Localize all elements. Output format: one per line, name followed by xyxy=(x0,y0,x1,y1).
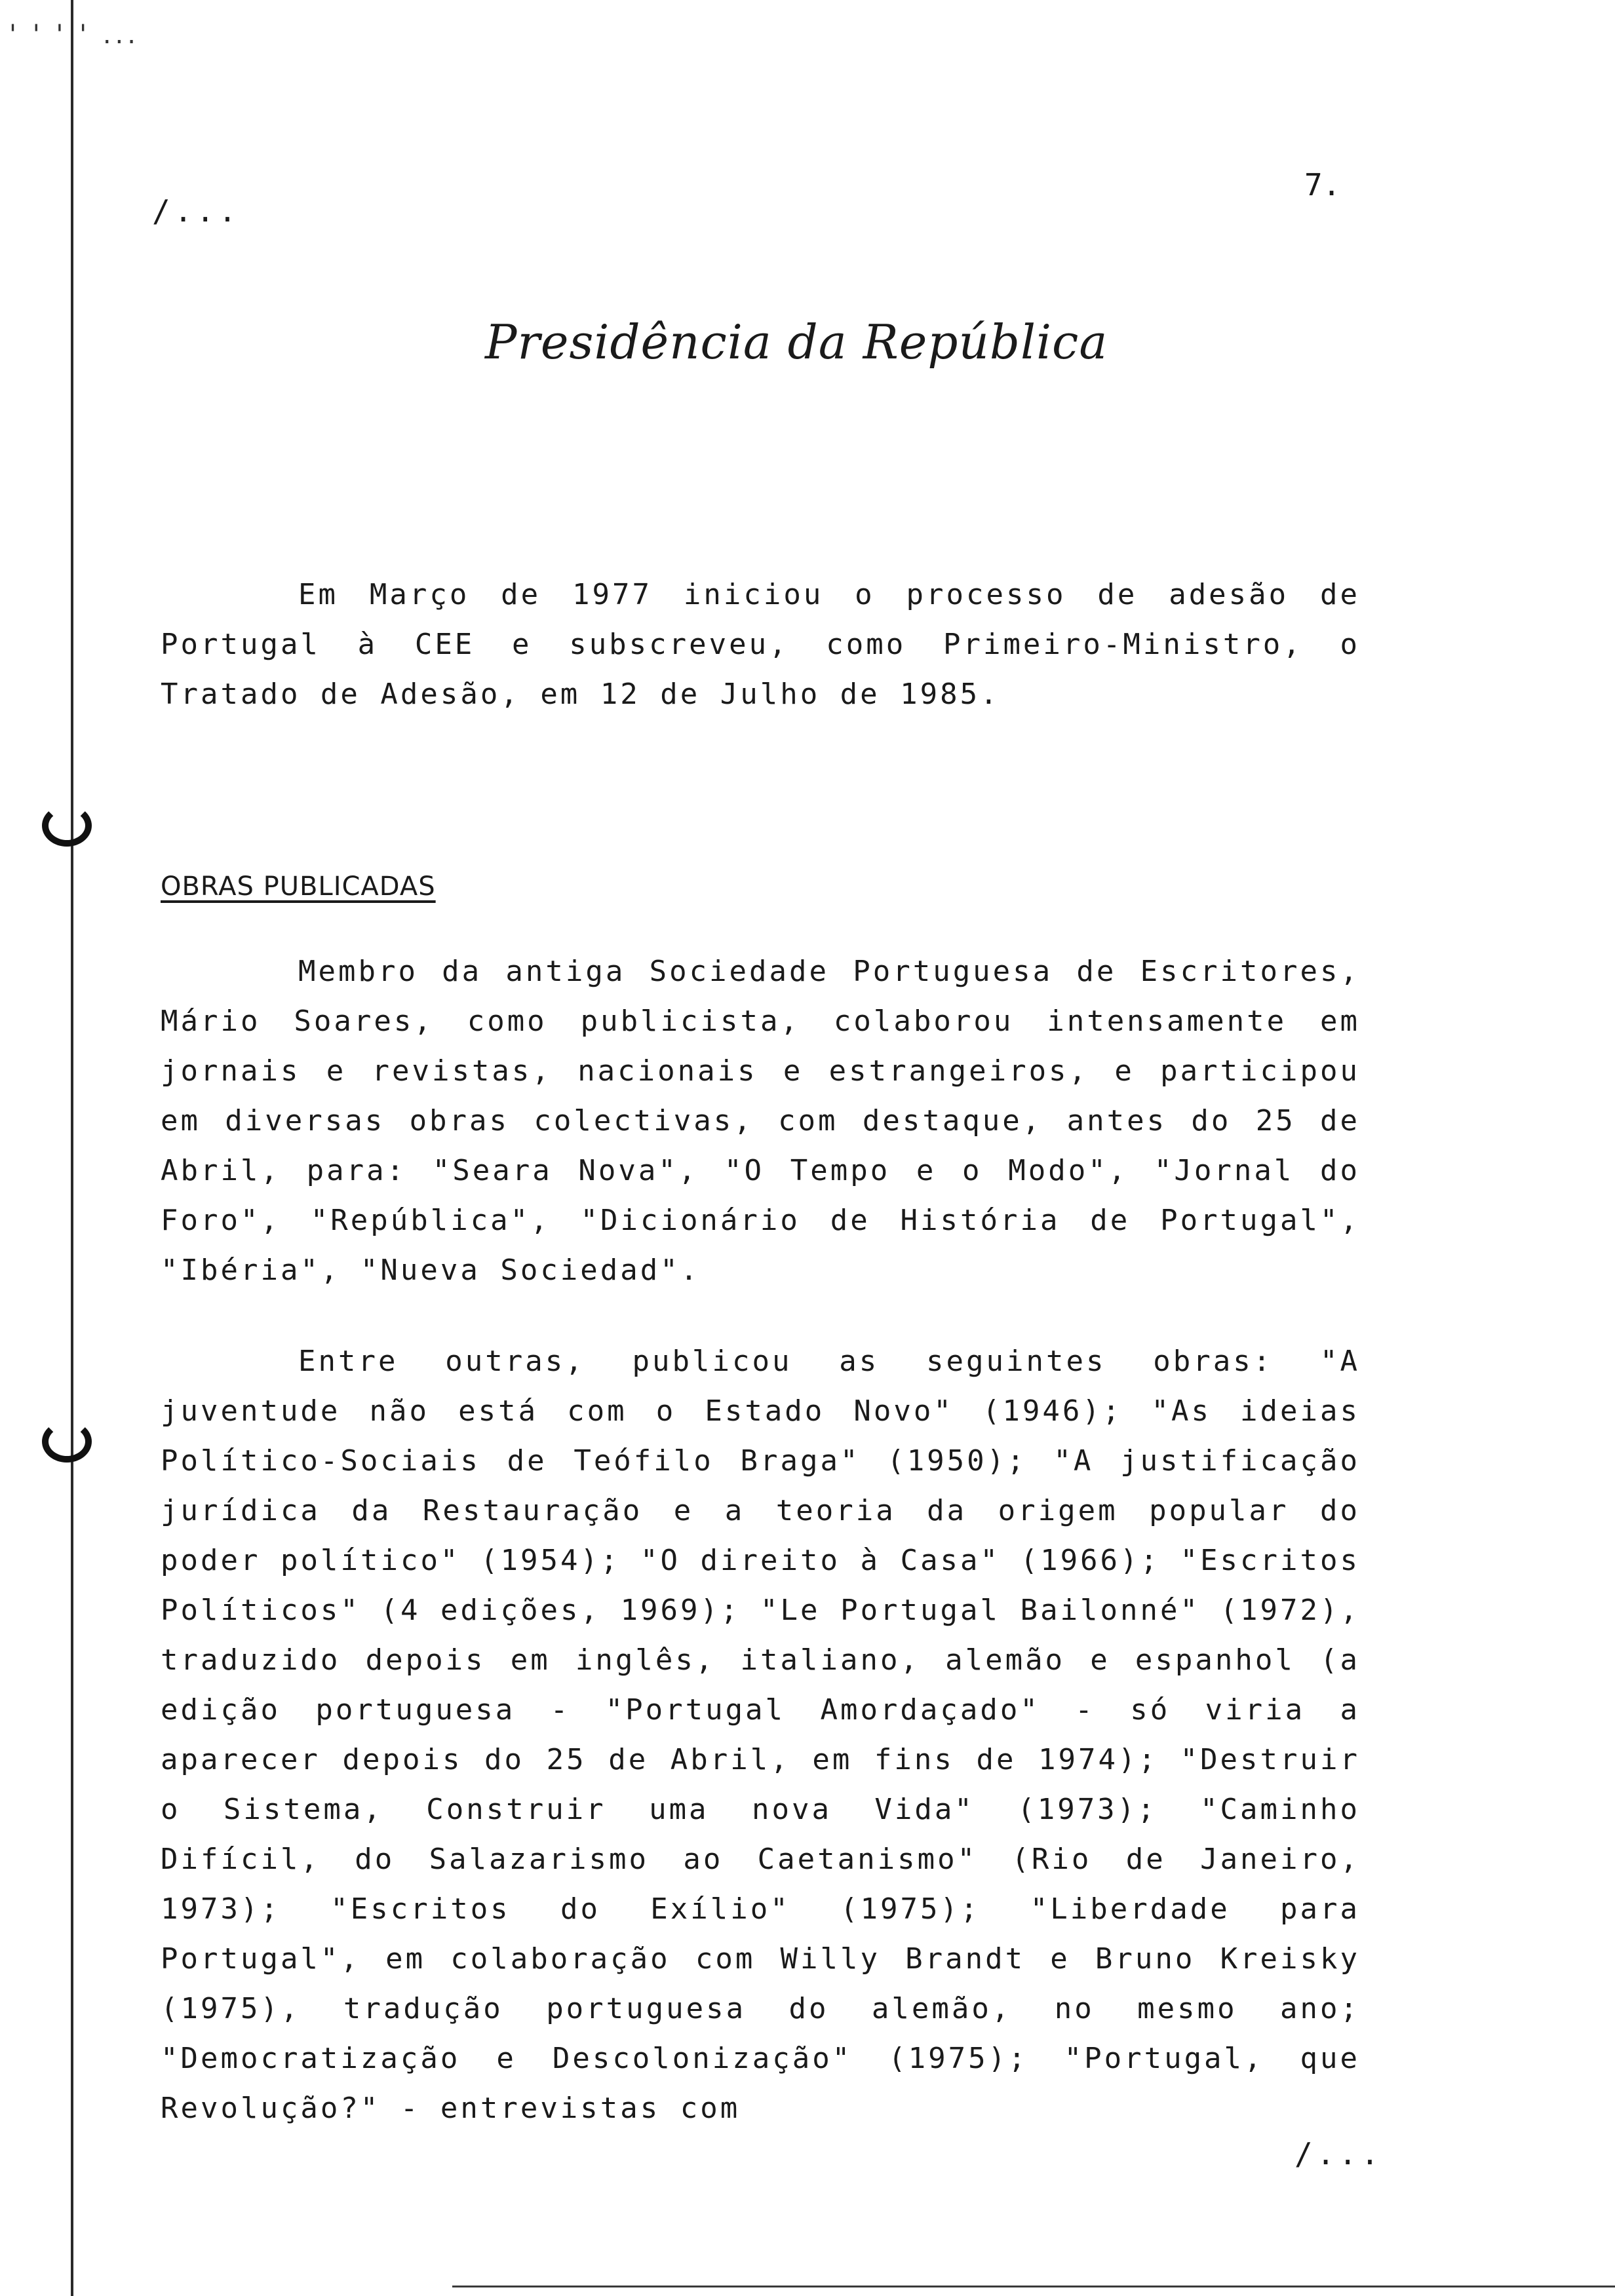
continuation-mark-bottom: /... xyxy=(1294,2136,1383,2172)
paragraph-published-works: Entre outras, publicou as seguintes obras: "A juventude não está com o Estado Novo" (1946); "As ideias Político-Sociais de Teófilo Braga" (1950); "A justificação jurídica da Restauração e a teoria da origem popular do poder político" (1954); "O direito à Casa" (1966); "Escritos Políticos" (4 edições, 1969); "Le Portugal Bailonné" (1972), traduzido depois em inglês, italiano, alemão e espanhol (a edição portuguesa - "Portugal Amordaçado" - só viria a aparecer depois do 25 de Abril, em fins de 1974); "Destruir o Sistema, Construir uma nova Vida" (1973); "Caminho Difícil, do Salazarismo ao Caetanismo" (Rio de Janeiro, 1973); "Escritos do Exílio" (1975); "Liberdade para Portugal", em colaboração com Willy Brandt e Bruno Kreisky (1975), tradução portuguesa do alemão, no mesmo ano; "Democratização e Descolonização" (1975); "Portugal, que Revolução?" - entrevistas com xyxy=(161,1345,1360,2125)
page-number: 7. xyxy=(1304,167,1341,202)
paragraph-collaborations: Membro da antiga Sociedade Portuguesa de Escritores, Mário Soares, como publicista, colaborou intensamente em jornais e revistas, nacionais e estrangeiros, e participou em diversas obras colectivas, com destaque, antes do 25 de Abril, para: "Seara Nova", "O Tempo e o Modo", "Jornal do Foro", "República", "Dicionário de História de Portugal", "Ibéria", "Nueva Sociedad". xyxy=(161,955,1360,1287)
letterhead-presidencia: Presidência da República xyxy=(485,315,1108,370)
section-heading-obras-publicadas: OBRAS PUBLICADAS xyxy=(161,871,436,902)
continuation-mark-top: /... xyxy=(152,193,241,229)
binder-hole-mark xyxy=(42,805,92,847)
bottom-edge-rule xyxy=(452,2286,1615,2287)
binder-hole-mark xyxy=(42,1421,92,1463)
left-margin-rule xyxy=(71,0,73,2296)
paragraph-cee-adhesion: Em Março de 1977 iniciou o processo de adesão de Portugal à CEE e subscreveu, como Primeiro-Ministro, o Tratado de Adesão, em 12 de Julho de 1985. xyxy=(161,578,1360,711)
corner-specks: ' ' ' ' ... xyxy=(9,20,140,50)
